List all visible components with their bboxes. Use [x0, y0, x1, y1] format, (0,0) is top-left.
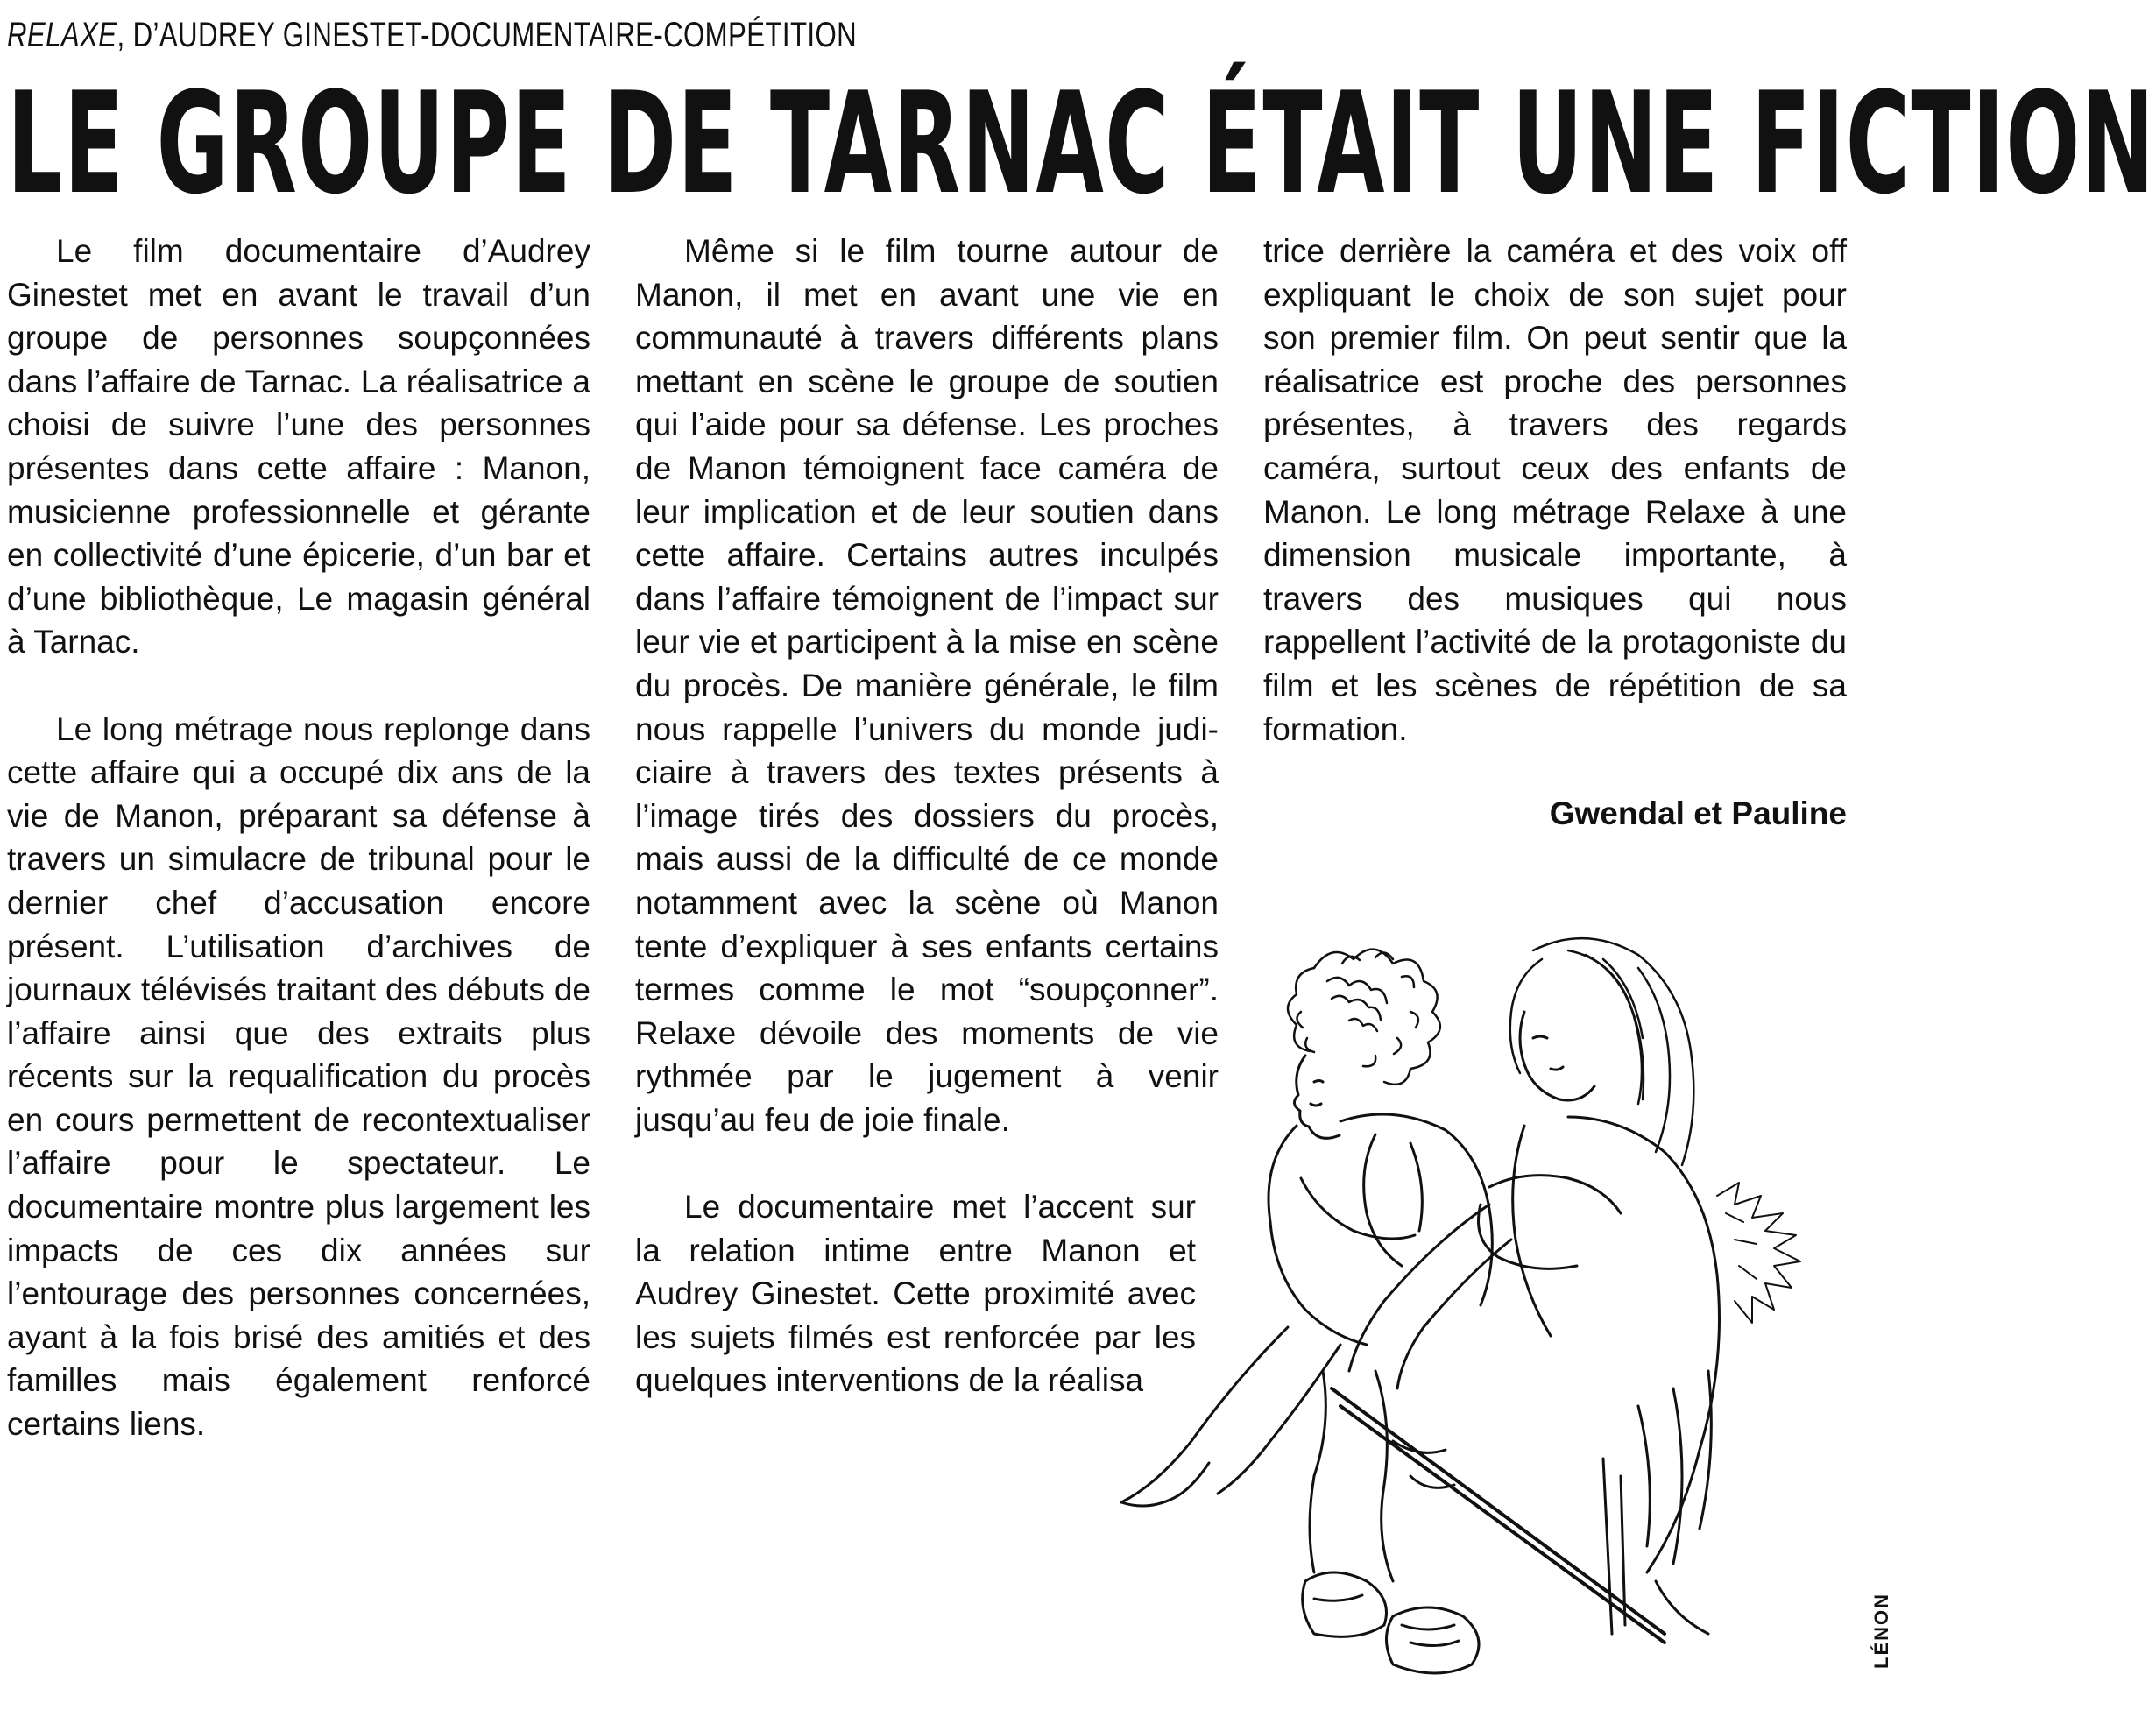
article-headline: LE GROUPE DE TARNAC ÉTAIT UNE FICTION [7, 61, 2156, 225]
curly-hair [1288, 950, 1440, 1085]
paragraph: Le documentaire met l’accent sur la relation intime entre Manon et Audrey Ginestet. Cette proximité avec les sujets filmés est renforcée par les quelques interventions de la réalisa [635, 1189, 1196, 1399]
illustration-drawing [1113, 915, 1927, 1713]
face-right [1520, 1012, 1594, 1100]
paragraph: trice derrière la caméra et des voix off expliquant le choix de son sujet pour son premier film. On peut sentir que la réalisatrice est proche des personnes présentes, à travers des regards caméra, surtout ceux des enfants de Manon. Le long métrage Relaxe à une dimension musicale importante, à travers des musiques qui nous rappellent l’activité de la protagoniste du film et les scènes de répétition de sa formation. [1263, 233, 1847, 747]
shoes [1303, 1572, 1387, 1636]
long-hair [1510, 938, 1694, 1165]
article-kicker [7, 16, 857, 55]
face-left [1294, 1056, 1340, 1138]
kicker-rest: , D’AUDREY GINESTET-DOCUMENTAIRE-COMPÉTITION [117, 16, 858, 54]
paragraph: Le film documentaire d’Audrey Ginestet met en avant le travail d’un groupe de personnes soupçonnées dans l’affaire de Tarnac. La réalisatrice a choisi de suivre l’une des personnes présentes dans cette affaire : Manon, musicienne professionnelle et gérante en collectivité d’une épicerie, d’un bar et d’une bibliothèque, Le magasin général à Tarnac. [7, 233, 590, 661]
paragraph: Même si le film tourne autour de Manon, il met en avant une vie en communauté à travers différents plans mettant en scène le groupe de soutien qui l’aide pour sa défense. Les proches de Manon témoignent face caméra de leur implication et de leur soutien dans cette affaire. Certains autres inculpés dans l’affaire témoignent de l’impact sur leur vie et participent à la mise en scène du procès. De manière générale, le film nous rappelle l’univers du monde judiciaire à travers des textes présents à l’image tirés des dossiers du procès, mais aussi de la difficulté de ce monde notamment avec la scène où Manon tente d’expliquer à ses enfants certains termes comme le mot “soupçonner”. Relaxe dévoile des moments de vie rythmée par le jugement à venir jusqu’au feu de joie finale. [635, 233, 1219, 1138]
author-signature: Gwendal et Pauline [1549, 795, 1847, 831]
article-column-3 [1263, 230, 1847, 751]
artist-signature: LÉNON [1870, 1593, 1892, 1669]
fur-boa [1717, 1183, 1800, 1323]
legs-left [1121, 1327, 1288, 1502]
jacket-left [1269, 1126, 1367, 1345]
article-column-1 [7, 230, 590, 1446]
paragraph: Le long métrage nous replonge dans cette affaire qui a occupé dix ans de la vie de Manon, préparant sa défense à travers un simulacre de tribunal pour le dernier chef d’accusation encore présent. L’utilisation d’archives de journaux télévisés traitant des débuts de l’affaire ainsi que des extraits plus récents sur la requalification du procès en cours permettent de recontextualiser l’affaire pour le spectateur. Le documentaire montre plus largement les impacts de ces dix années sur l’entourage des personnes concernées, ayant à la fois brisé des amitiés et des familles mais également renforcé certains liens. [7, 710, 590, 1443]
film-title: RELAXE [7, 16, 117, 54]
